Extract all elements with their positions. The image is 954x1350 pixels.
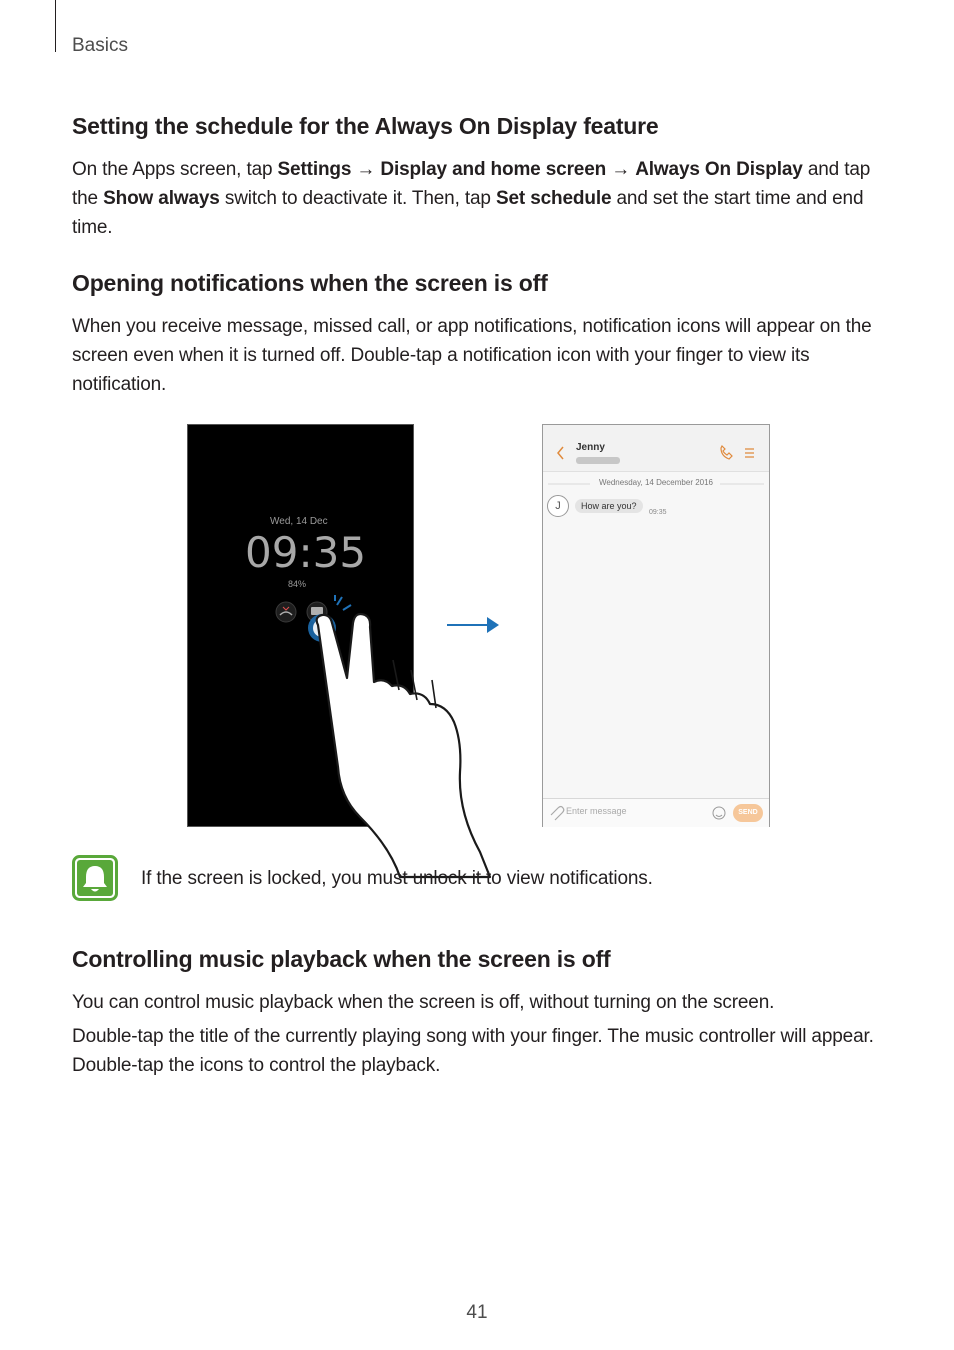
menu-icon: [745, 449, 754, 457]
aod-date: Wed, 14 Dec: [270, 516, 328, 527]
menu-path-aod: Always On Display: [635, 159, 803, 180]
page-number: 41: [466, 1302, 488, 1323]
menu-path-set-schedule: Set schedule: [495, 188, 612, 209]
menu-path-settings: Settings: [277, 159, 352, 180]
message-time: 09:35: [649, 509, 667, 516]
aod-clock: 09:35: [245, 528, 367, 577]
section-heading-schedule: Setting the schedule for the Always On Display feature: [72, 113, 659, 139]
message-bubble: How are you?: [575, 499, 643, 513]
back-icon: [558, 447, 563, 459]
right-arrow-icon: [447, 617, 499, 633]
menu-path-show-always: Show always: [103, 188, 220, 209]
contact-name: Jenny: [576, 442, 605, 453]
section-heading-notifications: Opening notifications when the screen is off: [72, 270, 548, 296]
emoji-icon: [713, 807, 725, 819]
section-body-music-2: Double-tap the title of the currently playing song with your finger. The music controller will appear. Double-tap the icons to control the playback.: [72, 1026, 874, 1076]
section-body-notifications: When you receive message, missed call, or app notifications, notification icons will appear on the screen even when it is turned off. Double-tap a notification icon with your finger to view its notification.: [72, 316, 872, 395]
aod-battery: 84%: [288, 579, 307, 589]
date-divider: Wednesday, 14 December 2016: [599, 478, 713, 487]
section-body-schedule: On the Apps screen, tap Settings → Display and home screen → Always On Display and tap the Show always switch to deactivate it. Then, tap Set schedule and set the start time and end time.: [72, 159, 871, 238]
hand-icon: [317, 614, 490, 877]
phone-icon: [721, 446, 732, 459]
bell-icon: [72, 855, 118, 901]
message-input: Enter message: [566, 806, 627, 816]
missed-call-icon: [276, 602, 296, 622]
section-heading-music: Controlling music playback when the screen is off: [72, 946, 611, 972]
attach-icon: [551, 807, 564, 821]
menu-path-display: Display and home screen: [380, 159, 607, 180]
running-head: Basics: [72, 35, 128, 56]
note-text: If the screen is locked, you must unlock it to view notifications.: [141, 868, 653, 889]
send-button: SEND: [733, 804, 763, 822]
section-body-music-1: You can control music playback when the screen is off, without turning on the screen.: [72, 992, 775, 1013]
contact-avatar: J: [547, 495, 569, 517]
